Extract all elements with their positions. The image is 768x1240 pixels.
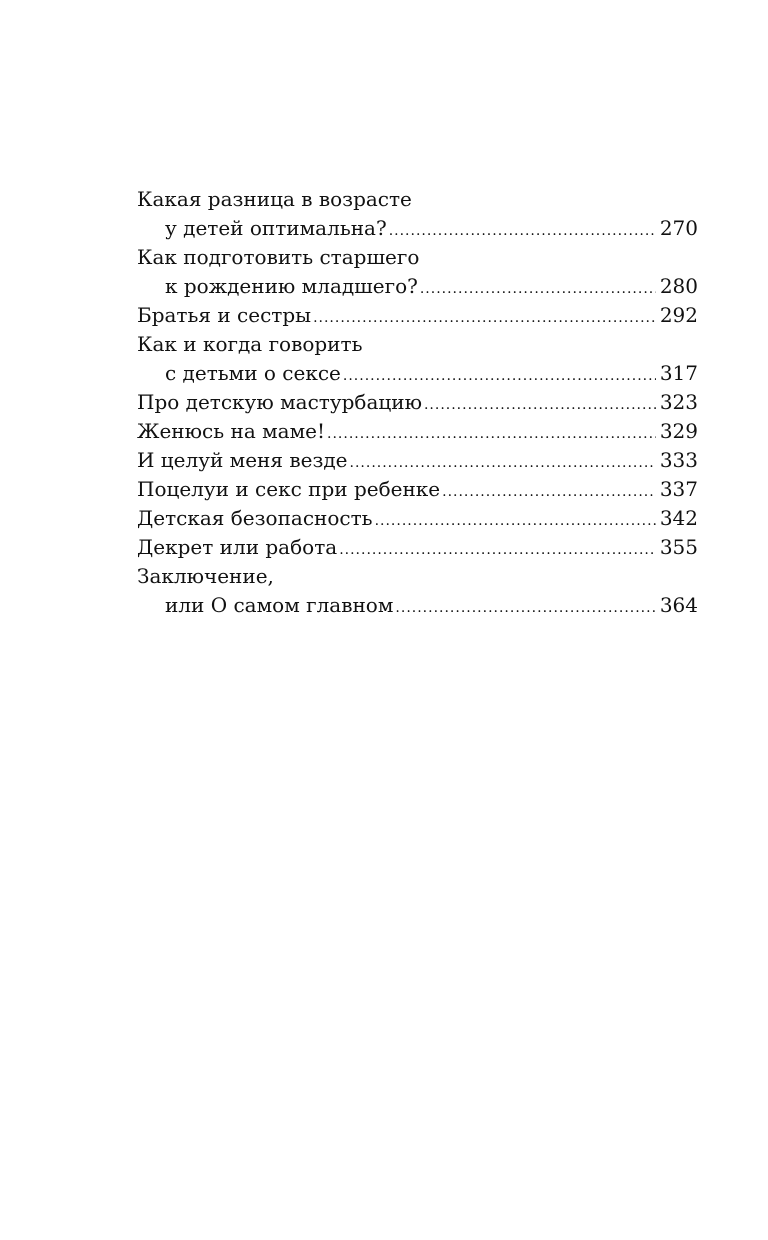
dot-leader — [395, 594, 655, 623]
toc-entry-title: Заключение, — [137, 564, 274, 588]
toc-entry-page: 323 — [659, 390, 698, 414]
dot-leader — [339, 536, 656, 565]
dot-leader — [424, 391, 656, 420]
toc-entry-title: Как подготовить старшего — [137, 245, 420, 269]
toc-entry-title: Братья и сестры — [137, 303, 312, 327]
toc-entry-line — [137, 272, 698, 301]
toc-entry-title: или О самом главном — [165, 593, 394, 617]
toc-entry-title: к рождению младшего? — [165, 274, 418, 298]
dot-leader — [343, 362, 656, 391]
toc-entry-title: Поцелуи и секс при ребенке — [137, 477, 441, 501]
toc-entry-line — [137, 330, 698, 359]
toc-entry-title: Женюсь на маме! — [137, 419, 326, 443]
toc-entry-line — [137, 475, 698, 504]
dot-leader — [389, 217, 656, 246]
dot-leader — [375, 507, 656, 536]
toc-entry-title: И целуй меня везде — [137, 448, 348, 472]
toc-entry-page: 342 — [659, 506, 698, 530]
toc-entry-page: 333 — [659, 448, 698, 472]
toc-entry-line — [137, 301, 698, 330]
toc-entry-page: 329 — [659, 419, 698, 443]
toc-entry-title: Про детскую мастурбацию — [137, 390, 422, 414]
toc-entry-line — [137, 214, 698, 243]
toc-entry-page: 270 — [659, 216, 698, 240]
toc-entry-page: 292 — [659, 303, 698, 327]
dot-leader — [350, 449, 656, 478]
dot-leader — [442, 478, 656, 507]
toc-entry-title: Детская безопасность — [137, 506, 373, 530]
toc-entry-page: 317 — [659, 361, 698, 385]
toc-entry-line — [137, 533, 698, 562]
toc-entry-title: Декрет или работа — [137, 535, 338, 559]
toc-entry-title: у детей оптимальна? — [165, 216, 387, 240]
toc-entry-page: 337 — [659, 477, 698, 501]
toc-entry-page: 280 — [659, 274, 698, 298]
dot-leader — [327, 420, 656, 449]
toc-entry-line — [137, 359, 698, 388]
toc-entry-title: с детьми о сексе — [165, 361, 341, 385]
toc-entry-line — [137, 417, 698, 446]
toc-entry-title: Какая разница в возрасте — [137, 187, 412, 211]
toc-entry-title: Как и когда говорить — [137, 332, 363, 356]
toc-entry-line — [137, 185, 698, 214]
toc-entry-line — [137, 446, 698, 475]
toc-entry-line — [137, 562, 698, 591]
dot-leader — [313, 304, 656, 333]
toc-entry-page: 355 — [659, 535, 698, 559]
toc-entry-line — [137, 243, 698, 272]
toc-entry-line — [137, 504, 698, 533]
toc-entry-page: 364 — [659, 593, 698, 617]
toc-entry-line — [137, 388, 698, 417]
table-of-contents — [137, 185, 698, 620]
dot-leader — [420, 275, 656, 304]
toc-entry-line — [137, 591, 698, 620]
